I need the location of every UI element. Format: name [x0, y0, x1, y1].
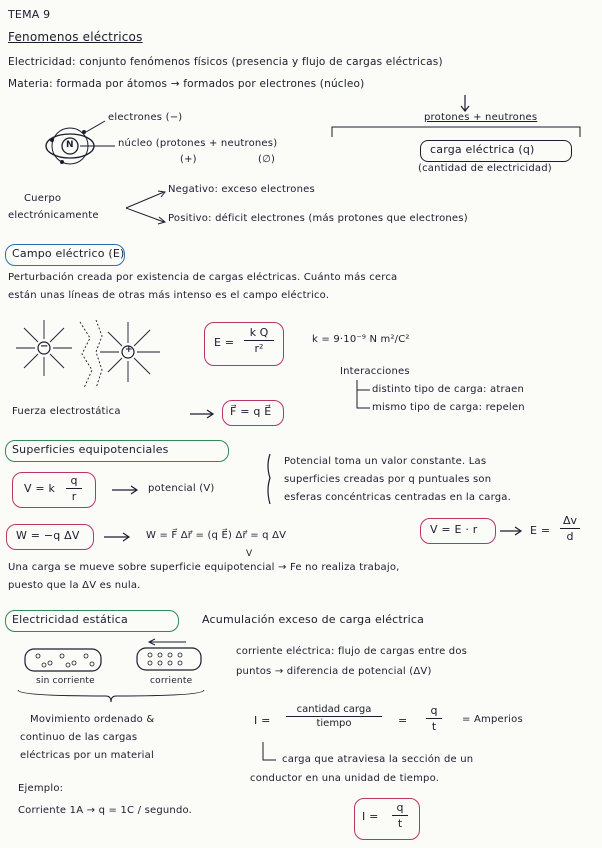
- movement-line-2: continuo de las cargas: [20, 732, 138, 743]
- potential-den: r: [71, 490, 77, 503]
- surfaces-desc-3: esferas concéntricas centradas en la carga.: [284, 492, 512, 503]
- movement-line-1: Movimiento ordenado &: [30, 714, 155, 725]
- body-label-2: electrónicamente: [8, 210, 99, 221]
- topic-label: TEMA 9: [8, 8, 51, 21]
- force-arrow: [190, 409, 216, 419]
- potential-arrow: [112, 485, 140, 495]
- interaction-same: mismo tipo de carga: repelen: [372, 402, 525, 413]
- field-formula-num: k Q: [249, 326, 269, 339]
- work-arrow: [104, 532, 132, 542]
- branch-arrows: [124, 188, 174, 228]
- field-desc-1: Perturbación creada por existencia de cargas eléctricas. Cuánto más cerca: [8, 272, 398, 283]
- potential-num: q: [70, 474, 78, 487]
- sign-neutral: (∅): [258, 154, 276, 165]
- interaction-different: distinto tipo de carga: atraen: [372, 384, 524, 395]
- e-formula-lhs: E =: [530, 524, 551, 537]
- work-formula: W = −q ΔV: [16, 529, 80, 542]
- intensity-equals: =: [398, 714, 408, 727]
- surfaces-desc-1: Potencial toma un valor constante. Las: [284, 456, 487, 467]
- work-chain: W = F⃗ Δr⃗ = (q E⃗) Δr⃗ = q ΔV: [146, 530, 287, 541]
- force-label: Fuerza electrostática: [12, 406, 121, 417]
- e-num: Δv: [562, 514, 578, 527]
- current-brace: [16, 688, 206, 704]
- intensity-hook: [260, 742, 280, 766]
- intensity-lhs: I =: [254, 714, 271, 727]
- intensity-den: tiempo: [316, 718, 352, 729]
- interactions-label: Interacciones: [340, 366, 410, 377]
- intro-line-2: Materia: formada por átomos → formados por electrones (núcleo): [8, 78, 365, 90]
- conductor-current: [136, 638, 206, 672]
- intensity-num: cantidad carga: [296, 704, 372, 715]
- charge-desc: (cantidad de electricidad): [418, 163, 552, 174]
- intensity-desc-2: conductor en una unidad de tiempo.: [250, 773, 440, 784]
- electrons-label: electrones (−): [108, 112, 183, 123]
- charge-box-label: carga eléctrica (q): [430, 143, 535, 156]
- current-label: corriente: [150, 676, 193, 686]
- intensity-den-2: t: [431, 720, 437, 733]
- surfaces-brace: [264, 454, 274, 504]
- equipotential-move-1: Una carga se mueve sobre superficie equipotencial → Fe no realiza trabajo,: [8, 562, 400, 573]
- e-den: d: [566, 530, 574, 543]
- intensity-unit: = Amperios: [462, 714, 523, 725]
- example-label: Ejemplo:: [18, 783, 64, 794]
- intensity-fraction: [286, 704, 382, 729]
- atom-diagram: [40, 118, 120, 178]
- down-arrow: [460, 95, 470, 113]
- intensity-box-lhs: I =: [362, 810, 379, 823]
- current-definition-1: corriente eléctrica: flujo de cargas entre dos: [236, 646, 468, 657]
- intensity-box-num: q: [396, 801, 404, 814]
- field-lines-diagram: [10, 308, 180, 398]
- field-formula-fraction: [244, 326, 274, 355]
- static-heading: Electricidad estática: [12, 613, 128, 626]
- e-fraction: [560, 514, 580, 543]
- page-title: Fenomenos eléctricos: [8, 30, 143, 44]
- intensity-box-fraction: [392, 801, 408, 830]
- example-line: Corriente 1A → q = 1C / segundo.: [18, 805, 193, 816]
- surfaces-desc-2: superficies creadas por q puntuales son: [284, 474, 492, 485]
- intensity-box-den: t: [397, 817, 403, 830]
- nucleus-letter: N: [66, 140, 74, 150]
- positive-charge-sign: +: [125, 345, 133, 355]
- potential-fraction: [66, 474, 82, 503]
- intro-line-1: Electricidad: conjunto fenómenos físicos (presencia y flujo de cargas eléctricas): [8, 56, 443, 68]
- field-desc-2: están unas líneas de otras más intenso es el campo eléctrico.: [8, 290, 330, 301]
- v-er-formula: V = E · r: [430, 523, 478, 536]
- static-accumulation: Acumulación exceso de carga eléctrica: [202, 613, 425, 626]
- field-formula-lhs: E =: [214, 336, 235, 349]
- k-constant: k = 9·10⁻⁹ N m²/C²: [312, 334, 410, 345]
- sign-positive: (+): [180, 154, 197, 165]
- intensity-desc-1: carga que atraviesa la sección de un: [282, 754, 474, 765]
- force-formula: F⃗ = q E⃗: [230, 405, 272, 418]
- protons-neutrons-label: protones + neutrones: [424, 112, 538, 123]
- equipotential-move-2: puesto que la ΔV es nula.: [8, 580, 141, 591]
- field-heading: Campo eléctrico (E): [12, 247, 125, 260]
- intensity-num-2: q: [430, 704, 438, 717]
- body-negative: Negativo: exceso electrones: [168, 184, 315, 195]
- movement-line-3: eléctricas por un material: [20, 750, 154, 761]
- work-chain-v: V: [246, 549, 253, 559]
- negative-charge-sign: −: [40, 341, 49, 352]
- surfaces-heading: Superficies equipotenciales: [12, 443, 169, 456]
- conductor-no-current: [24, 648, 104, 672]
- no-current-label: sin corriente: [36, 676, 95, 686]
- v-er-arrow: [500, 526, 524, 536]
- potential-formula-lhs: V = k: [24, 482, 56, 495]
- field-formula-den: r²: [254, 342, 264, 355]
- nucleus-label: núcleo (protones + neutrones): [118, 138, 278, 149]
- interaction-hooks: [354, 380, 374, 416]
- current-definition-2: puntos → diferencia de potencial (ΔV): [236, 666, 432, 677]
- potential-label: potencial (V): [148, 483, 215, 494]
- body-label-1: Cuerpo: [24, 193, 62, 204]
- body-positive: Positivo: déficit electrones (más protones que electrones): [168, 213, 468, 224]
- intensity-fraction-2: [426, 704, 442, 733]
